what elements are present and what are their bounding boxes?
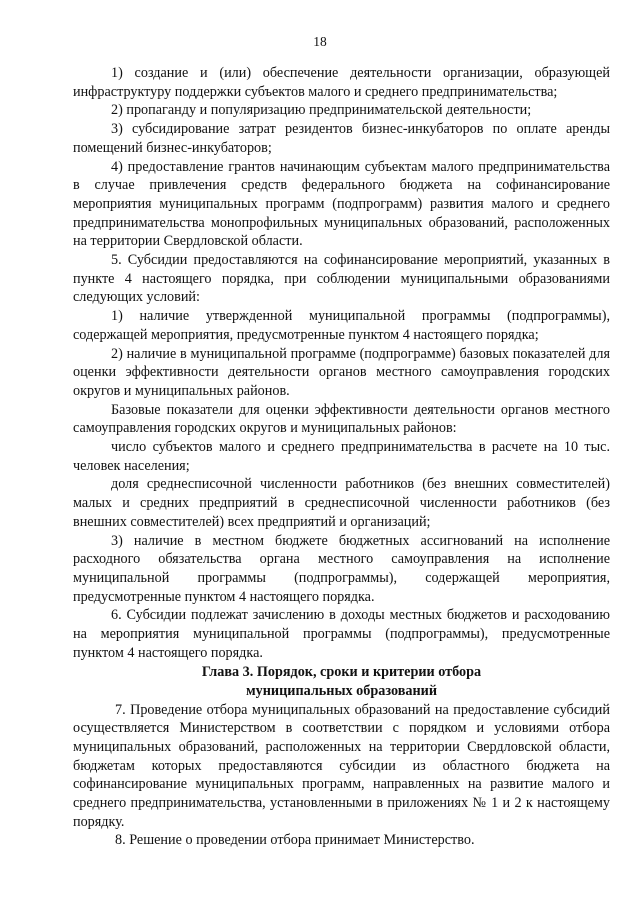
chapter-heading-line2: муниципальных образований (245, 682, 437, 699)
paragraph: 3) субсидирование затрат резидентов бизнес-инкубаторов по оплате аренды помещений бизнес-инкубаторов; (73, 121, 610, 156)
paragraph: 8. Решение о проведении отбора принимает Министерство. (115, 832, 475, 849)
chapter-heading (73, 663, 610, 701)
paragraph: 1) создание и (или) обеспечение деятельности организации, образующей инфраструктуру поддержки субъектов малого и среднего предпринимательства; (73, 65, 610, 100)
paragraph: 4) предоставление грантов начинающим субъектам малого предпринимательства в случае привлечения средств федерального бюджета на софинансирование мероприятия муниципальных программ (подпрограмм) развития малого и среднего предпринимательства монопрофильных муниципальных образований, расположенных на территории Свердловской области. (73, 158, 610, 250)
paragraph: доля среднесписочной численности работников (без внешних совместителей) малых и средних предприятий в среднесписочной численности работников (без внешних совместителей) всех предприятий и организаций; (73, 476, 610, 530)
paragraph: 1) наличие утвержденной муниципальной программы (подпрограммы), содержащей мероприятия, предусмотренные пунктом 4 настоящего порядка; (73, 308, 610, 343)
paragraph: 5. Субсидии предоставляются на софинансирование мероприятий, указанных в пункте 4 настоящего порядка, при соблюдении муниципальными образованиями следующих условий: (73, 252, 610, 306)
paragraph: 2) пропаганду и популяризацию предпринимательской деятельности; (111, 102, 532, 119)
paragraph: 6. Субсидии подлежат зачислению в доходы местных бюджетов и расходованию на мероприятия муниципальной программы (подпрограммы), предусмотренные пунктом 4 настоящего порядка. (73, 607, 610, 661)
paragraph: Базовые показатели для оценки эффективности деятельности органов местного самоуправления городских округов и муниципальных районов: (73, 401, 610, 437)
chapter-heading-line1: Глава 3. Порядок, сроки и критерии отбора (201, 663, 482, 680)
paragraph: 7. Проведение отбора муниципальных образований на предоставление субсидий осуществляется Министерством в соответствии с порядком и условиями отбора муниципальных образований, расположенных на территории Свердловской области, бюджетам которых предоставляются субсидии из областного бюджета на софинансирование муниципальных программ, направленных на развитие малого и среднего предпринимательства, установленными в приложениях № 1 и 2 к настоящему порядку. (73, 701, 610, 830)
paragraph: 2) наличие в муниципальной программе (подпрограмме) базовых показателей для оценки эффективности деятельности органов местного самоуправления городских округов и муниципальных районов. (73, 345, 610, 399)
paragraph: 3) наличие в местном бюджете бюджетных ассигнований на исполнение расходного обязательства органа местного самоуправления на исполнение муниципальной программы (подпрограммы), содержащей мероприятия, предусмотренные пунктом 4 настоящего порядка. (73, 532, 610, 605)
paragraph: число субъектов малого и среднего предпринимательства в расчете на 10 тыс. человек населения; (73, 439, 610, 474)
page-number: 18 (313, 34, 327, 49)
document-body (73, 64, 610, 850)
